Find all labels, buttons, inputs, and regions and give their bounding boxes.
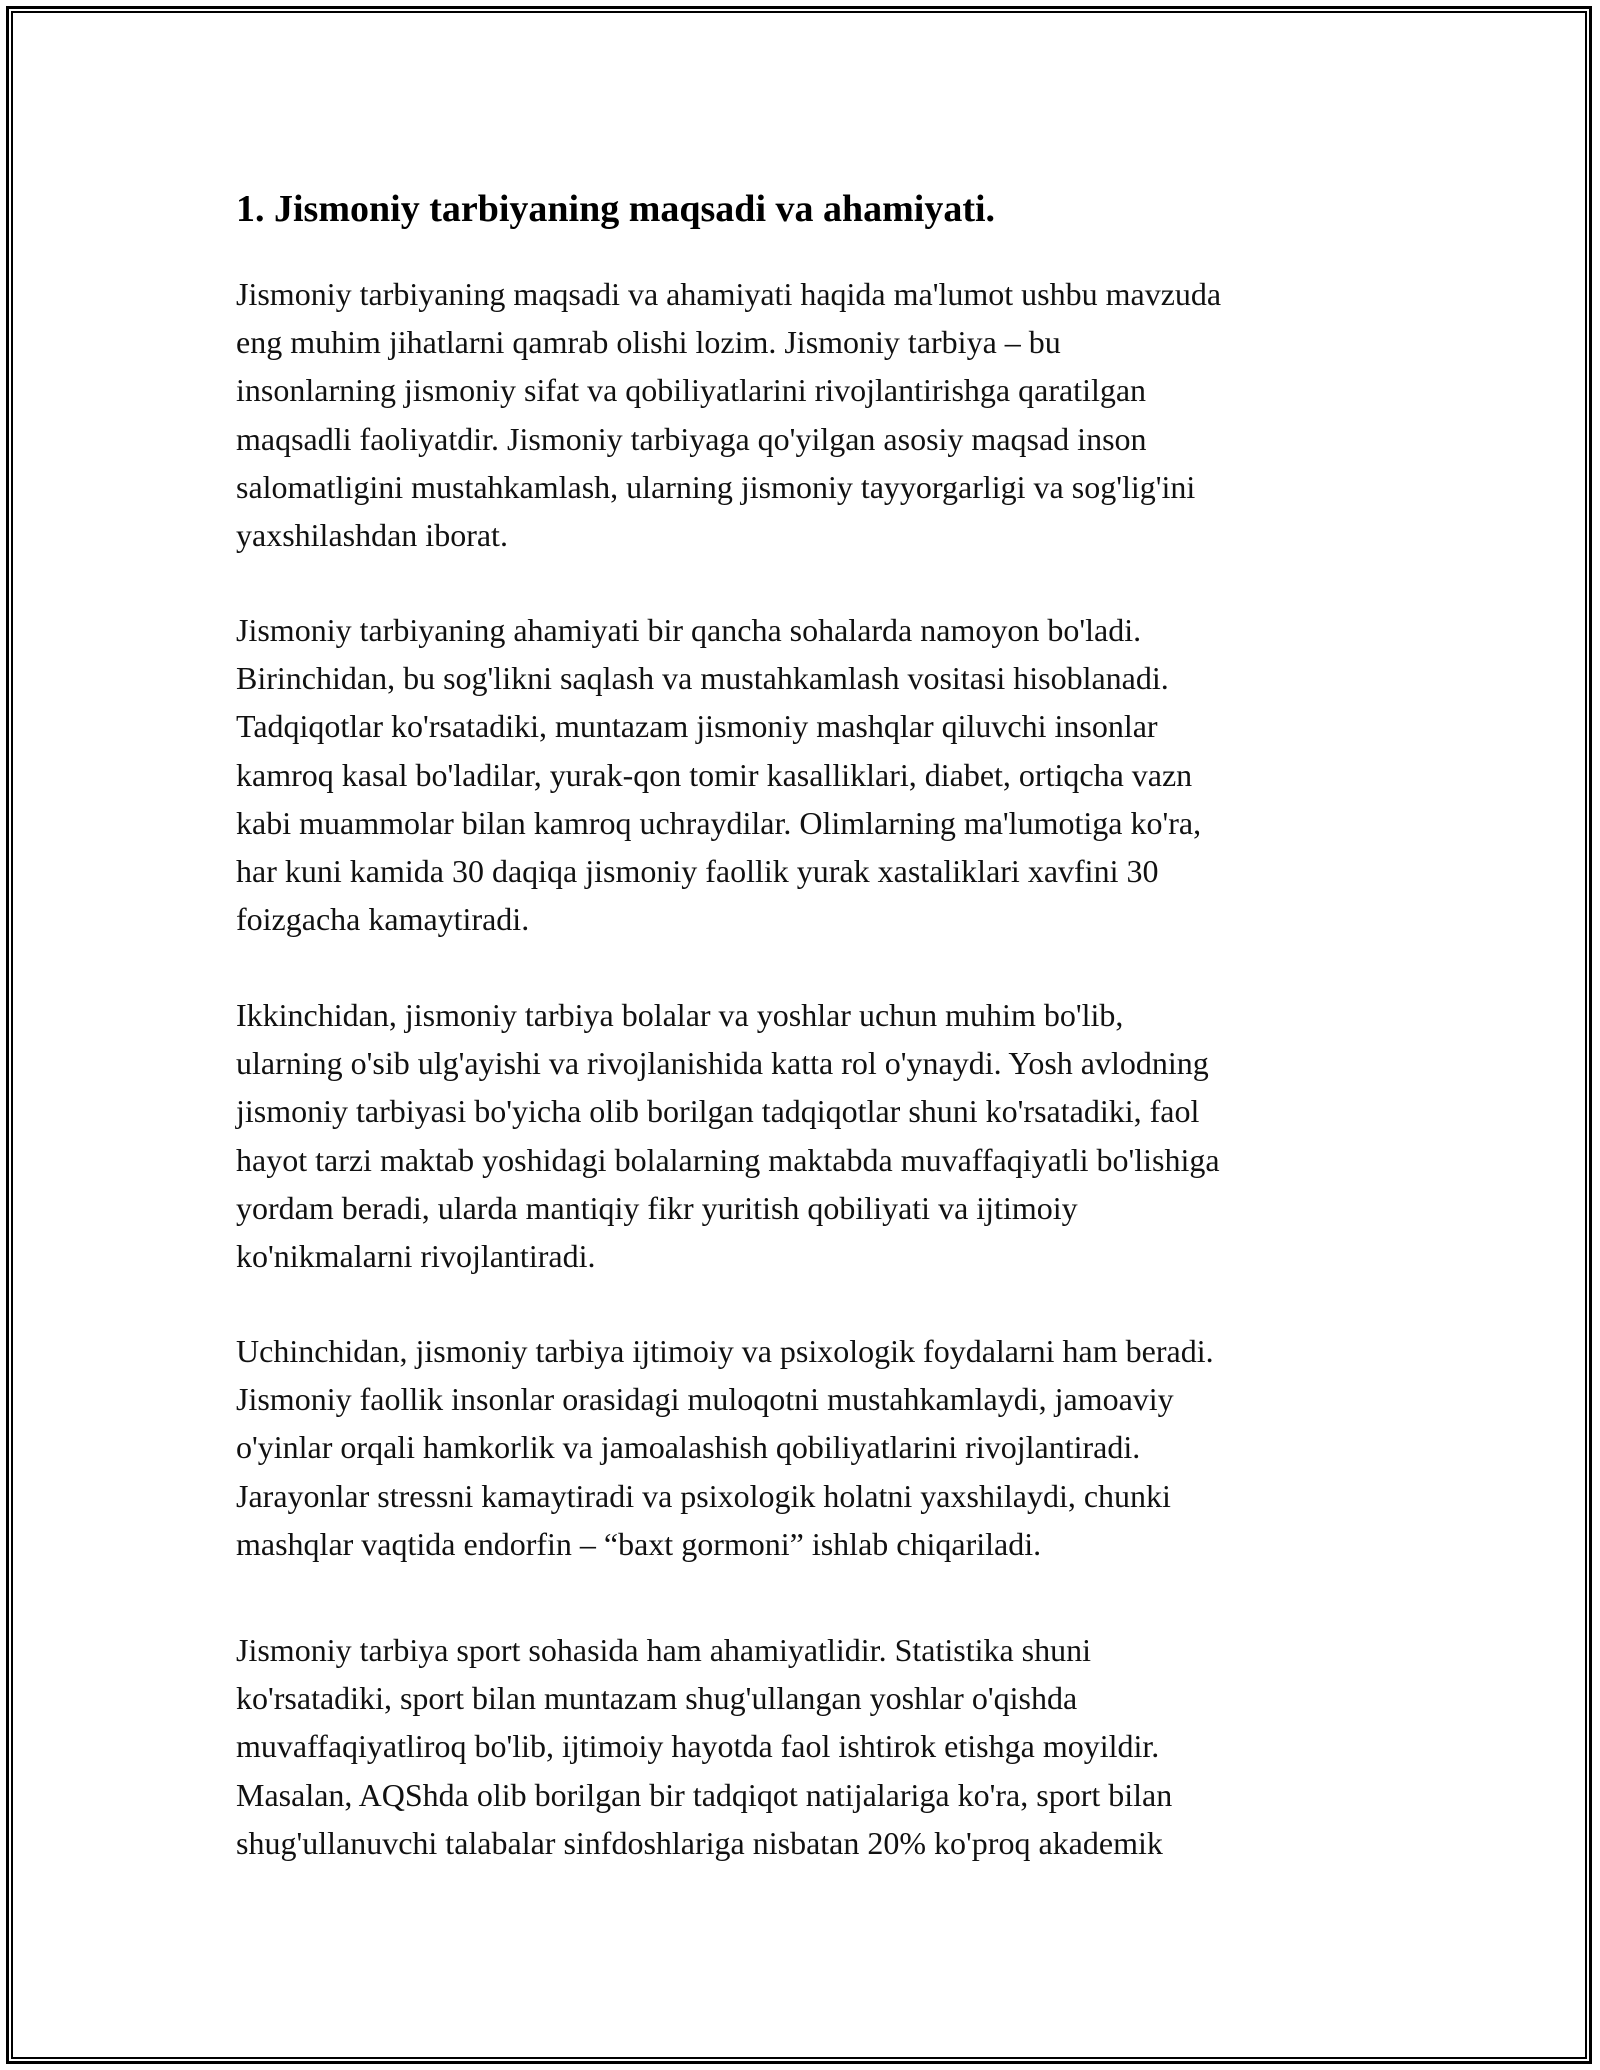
text-line: o'yinlar orqali hamkorlik va jamoalashish qobiliyatlarini rivojlantiradi. <box>236 1429 1141 1466</box>
text-line: salomatligini mustahkamlash, ularning jismoniy tayyorgarligi va sog'lig'ini <box>236 468 1196 505</box>
text-line: insonlarning jismoniy sifat va qobiliyatlarini rivojlantirishga qaratilgan <box>236 372 1147 409</box>
text-line: Jismoniy tarbiya sport sohasida ham ahamiyatlidir. Statistika shuni <box>236 1632 1092 1668</box>
text-line: Masalan, AQShda olib borilgan bir tadqiqot natijalariga ko'ra, sport bilan <box>236 1776 1173 1813</box>
text-line: Ikkinchidan, jismoniy tarbiya bolalar va yoshlar uchun muhim bo'lib, <box>236 997 1124 1033</box>
text-line: Jismoniy faollik insonlar orasidagi muloqotni mustahkamlaydi, jamoaviy <box>236 1381 1174 1418</box>
text-line: Jismoniy tarbiyaning ahamiyati bir qancha sohalarda namoyon bo'ladi. <box>236 612 1142 648</box>
text-line: har kuni kamida 30 daqiqa jismoniy faollik yurak xastaliklari xavfini 30 <box>236 853 1159 890</box>
text-line: Uchinchidan, jismoniy tarbiya ijtimoiy va psixologik foydalarni ham beradi. <box>236 1333 1214 1369</box>
paragraph-purpose <box>236 270 1376 559</box>
text-line: ko'rsatadiki, sport bilan muntazam shug'ullangan yoshlar o'qishda <box>236 1680 1078 1717</box>
text-line: Tadqiqotlar ko'rsatadiki, muntazam jismoniy mashqlar qiluvchi insonlar <box>236 708 1158 745</box>
text-line: kabi muammolar bilan kamroq uchraydilar. Olimlarning ma'lumotiga ko'ra, <box>236 804 1202 841</box>
text-line: Birinchidan, bu sog'likni saqlash va mustahkamlash vositasi hisoblanadi. <box>236 660 1169 697</box>
section-heading: 1. Jismoniy tarbiyaning maqsadi va ahamiyati. <box>236 188 996 230</box>
text-line: kamroq kasal bo'ladilar, yurak-qon tomir kasalliklari, diabet, ortiqcha vazn <box>236 756 1193 793</box>
text-line: foizgacha kamaytiradi. <box>236 901 530 938</box>
paragraph-sport <box>236 1626 1376 1867</box>
text-line: hayot tarzi maktab yoshidagi bolalarning maktabda muvaffaqiyatli bo'lishiga <box>236 1141 1220 1178</box>
paragraph-third <box>236 1327 1376 1568</box>
paragraph-second <box>236 991 1376 1280</box>
text-line: muvaffaqiyatliroq bo'lib, ijtimoiy hayotda faol ishtirok etishga moyildir. <box>236 1728 1160 1765</box>
text-line: shug'ullanuvchi talabalar sinfdoshlariga nisbatan 20% ko'proq akademik <box>236 1824 1163 1861</box>
document-body <box>236 186 1376 1861</box>
text-line: maqsadli faoliyatdir. Jismoniy tarbiyaga qo'yilgan asosiy maqsad inson <box>236 420 1147 457</box>
paragraph-importance <box>236 606 1376 943</box>
text-line: eng muhim jihatlarni qamrab olishi lozim. Jismoniy tarbiya – bu <box>236 324 1061 361</box>
text-line: jismoniy tarbiyasi bo'yicha olib borilgan tadqiqotlar shuni ko'rsatadiki, faol <box>236 1093 1200 1130</box>
text-line: yaxshilashdan iborat. <box>236 517 508 554</box>
text-line: Jarayonlar stressni kamaytiradi va psixologik holatni yaxshilaydi, chunki <box>236 1477 1171 1514</box>
text-line: Jismoniy tarbiyaning maqsadi va ahamiyati haqida ma'lumot ushbu mavzuda <box>236 276 1222 312</box>
text-line: mashqlar vaqtida endorfin – “baxt gormoni” ishlab chiqariladi. <box>236 1525 1042 1562</box>
text-line: yordam beradi, ularda mantiqiy fikr yuritish qobiliyati va ijtimoiy <box>236 1189 1078 1226</box>
text-line: ko'nikmalarni rivojlantiradi. <box>236 1238 596 1275</box>
text-line: ularning o'sib ulg'ayishi va rivojlanishida katta rol o'ynaydi. Yosh avlodning <box>236 1045 1209 1082</box>
